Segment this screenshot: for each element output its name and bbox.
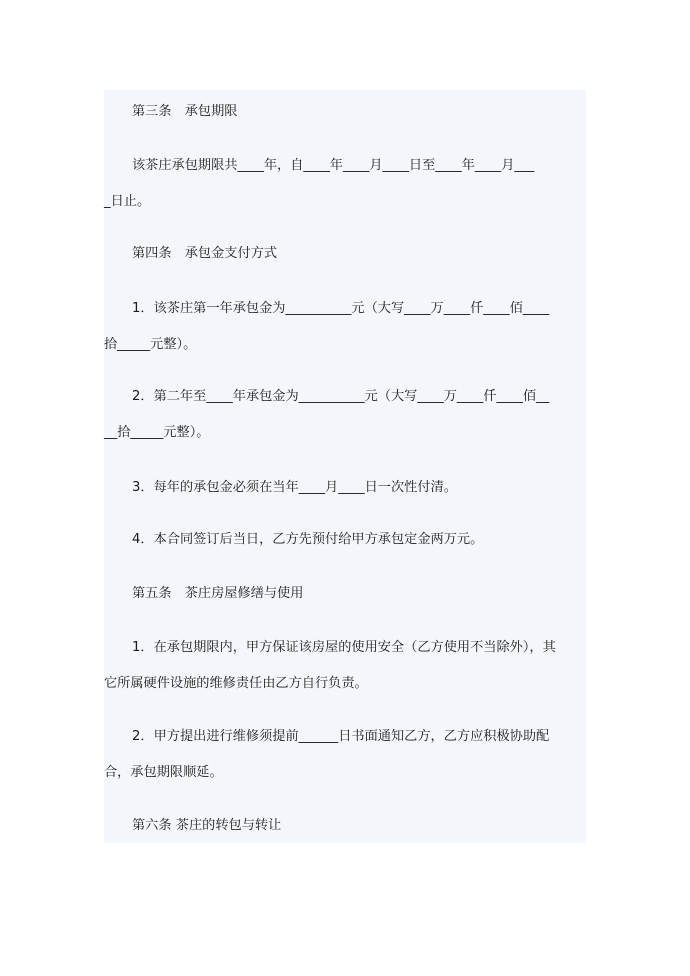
article-4-item-1-line-2: 拾_____元整）。 bbox=[104, 337, 197, 352]
article-5-heading: 第五条 茶庄房屋修缮与使用 bbox=[132, 586, 304, 601]
article-4-item-2-line-1: 2．第二年至____年承包金为__________元（大写____万____仟____佰__ bbox=[132, 389, 550, 404]
article-4-item-3: 3．每年的承包金必须在当年____月____日一次性付清。 bbox=[132, 480, 457, 495]
article-3-heading: 第三条 承包期限 bbox=[132, 104, 238, 119]
document-page bbox=[104, 90, 586, 843]
article-3-paragraph-line-1: 该茶庄承包期限共____年，自____年____月____日至____年____月___ bbox=[132, 158, 535, 173]
article-5-item-1-line-2: 它所属硬件设施的维修责任由乙方自行负责。 bbox=[104, 676, 368, 691]
article-5-item-1-line-1: 1．在承包期限内，甲方保证该房屋的使用安全（乙方使用不当除外），其 bbox=[132, 640, 556, 655]
article-3-paragraph-line-2: _日止。 bbox=[104, 194, 151, 209]
article-5-item-2-line-1: 2．甲方提出进行维修须提前______日书面通知乙方，乙方应积极协助配 bbox=[132, 729, 550, 744]
article-4-item-4: 4．本合同签订后当日，乙方先预付给甲方承包定金两万元。 bbox=[132, 532, 484, 547]
article-4-item-1-line-1: 1．该茶庄第一年承包金为__________元（大写____万____仟____佰____ bbox=[132, 301, 550, 316]
article-5-item-2-line-2: 合，承包期限顺延。 bbox=[104, 765, 223, 780]
article-6-heading: 第六条 茶庄的转包与转让 bbox=[132, 818, 282, 833]
article-4-item-2-line-2: __拾_____元整）。 bbox=[104, 425, 210, 440]
article-4-heading: 第四条 承包金支付方式 bbox=[132, 246, 278, 261]
